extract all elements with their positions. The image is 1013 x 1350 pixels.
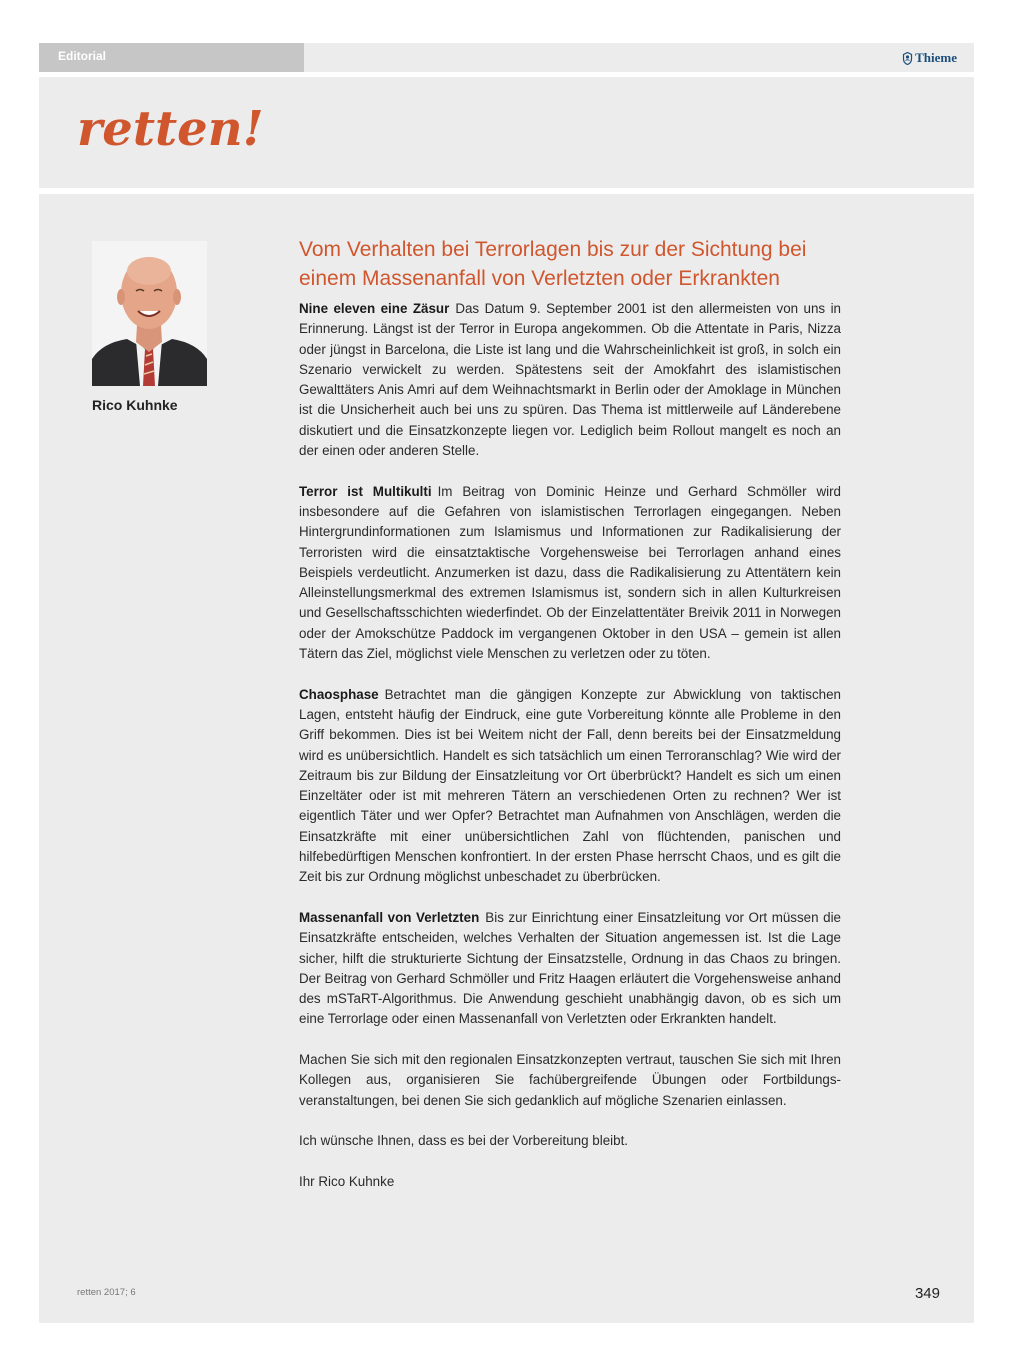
section-label: Editorial xyxy=(58,49,107,63)
article-signature xyxy=(299,1172,841,1192)
thieme-emblem-icon xyxy=(902,52,913,65)
publisher-logo xyxy=(902,50,957,66)
paragraph-text: Im Beitrag von Dominic Heinze und Gerhard Schmöller wird insbesondere auf die Gefahren von islamistischen Terrorlagen eingegangen. Neben Hintergrundinformationen zum Islamismus und Informationen zur Radikalisierung der Terroristen wird die einsatztaktische Vorgehensweise bei Terrorlagen anhand eines Beispiels verdeutlicht. Anzumerken ist dazu, dass die Radikalisierung zu Attentätern kein Alleinstellungsmerkmal des extremen Islamismus ist, sondern sich in allen Kulturkreisen und Gesellschaftsschichten wiederfindet. Ob der Einzelattentäter Breivik 2011 in Norwegen oder der Amokschütze Paddock im vergangenen Oktober in den USA – gemein ist allen Tätern das Ziel, möglichst viele Menschen zu verletzen oder zu töten. xyxy=(299,483,841,662)
author-photo xyxy=(92,241,207,386)
article-paragraph xyxy=(299,685,841,888)
page-number: 349 xyxy=(914,1285,940,1302)
journal-title: retten! xyxy=(77,101,264,157)
paragraph-lead: Nine eleven eine Zäsur xyxy=(299,301,450,316)
article-paragraph xyxy=(299,299,841,461)
paragraph-text: Ich wünsche Ihnen, dass es bei der Vorbereitung bleibt. xyxy=(299,1133,629,1149)
top-bar xyxy=(39,43,974,72)
paragraph-lead: Chaosphase xyxy=(299,686,379,702)
masthead xyxy=(39,77,974,188)
article-headline: Vom Verhalten bei Terrorlagen bis zur der Sichtung bei einem Massenanfall von Verletzten oder Erkrankten xyxy=(299,238,807,290)
paragraph-text: Bis zur Einrichtung einer Einsatzleitung vor Ort müssen die Einsatzkräfte entscheiden, welches Verhalten der Situation angemessen ist. Ist die Lage sicher, hilft die strukturierte Sichtung der Einsatzstelle, Ordnung in das Chaos zu bringen. Der Beitrag von Gerhard Schmöller und Fritz Haagen erläutert die Vorgehensweise anhand des mSTaRT-Algorithmus. Die Anwendung geschieht unabhängig davon, ob es sich um eine Terrorlage oder einen Massenanfall von Verletzten oder Erkrankten handelt. xyxy=(299,909,842,1027)
article-paragraph xyxy=(299,482,841,665)
article-body xyxy=(299,235,841,1212)
editorial-content xyxy=(39,194,974,1323)
footer-citation: retten 2017; 6 xyxy=(77,1287,136,1298)
author-portrait-image xyxy=(92,241,207,386)
paragraph-text: Betrachtet man die gängigen Konzepte zur Abwicklung von taktischen Lagen, entsteht häufig der Eindruck, eine gute Vorbereitung könnte alle Probleme in den Griff bekommen. Dies ist bei Weitem nicht der Fall, denn bereits bei der Einsatzmeldung wird es unübersichtlich. Handelt es sich tatsächlich um einen Terroranschlag? Wie wird der Zeitraum bis zur Bildung der Einsatzleitung vor Ort überbrückt? Handelt es sich um einen Einzeltäter oder ist mit mehreren Tätern an verschiedenen Orten zu rechnen? Wer ist eigentlich Täter und wer Opfer? Betrachtet man Aufnahmen von Anschlägen, werden die Einsatzkräfte mit einer unübersichtlichen Zahl von flüchtenden, panischen und hilfebedürftigen Menschen konfrontiert. In der ersten Phase herrscht Chaos, und es gilt die Zeit bis zur Ordnung möglichst unbeschadet zu überbrücken. xyxy=(299,686,841,885)
signature-text: Ihr Rico Kuhnke xyxy=(299,1173,395,1189)
author-name: Rico Kuhnke xyxy=(92,397,178,413)
article-paragraph xyxy=(299,1050,841,1111)
paragraph-text: Machen Sie sich mit den regionalen Einsatzkonzepten vertraut, tauschen Sie sich mit Ihren Kollegen aus, organisieren Sie fachübergreifende Übungen oder Fortbildungsveranstaltungen, bei denen Sie sich gedanklich auf mögliche Szenarien einlassen. xyxy=(299,1051,841,1108)
article-paragraph xyxy=(299,1131,841,1151)
paragraph-lead: Massenanfall von Verletzten xyxy=(299,909,480,925)
article-paragraph xyxy=(299,908,841,1030)
paragraph-text: Das Datum 9. September 2001 ist den allermeisten von uns in Erinnerung. Längst ist der Terror in Europa angekommen. Ob die Attentate in Paris, Nizza oder jüngst in Barcelona, die Liste ist lang und die Wahrscheinlichkeit ist groß, in solch ein Szenario verwickelt zu werden. Spätestens seit der Amokfahrt des islamistischen Gewalttäters Anis Amri auf dem Weihnachtsmarkt in Berlin oder der Amoklage in München ist die Unsicherheit auch bei uns zu spüren. Das Thema ist mittlerweile auf Länderebene diskutiert und die Einsatzkonzepte liegen vor. Lediglich beim Rollout mangelt es noch an der einen oder anderen Stelle. xyxy=(299,301,841,459)
section-tab xyxy=(39,43,304,72)
publisher-name: Thieme xyxy=(915,50,957,65)
paragraph-lead: Terror ist Multikulti xyxy=(299,483,432,499)
